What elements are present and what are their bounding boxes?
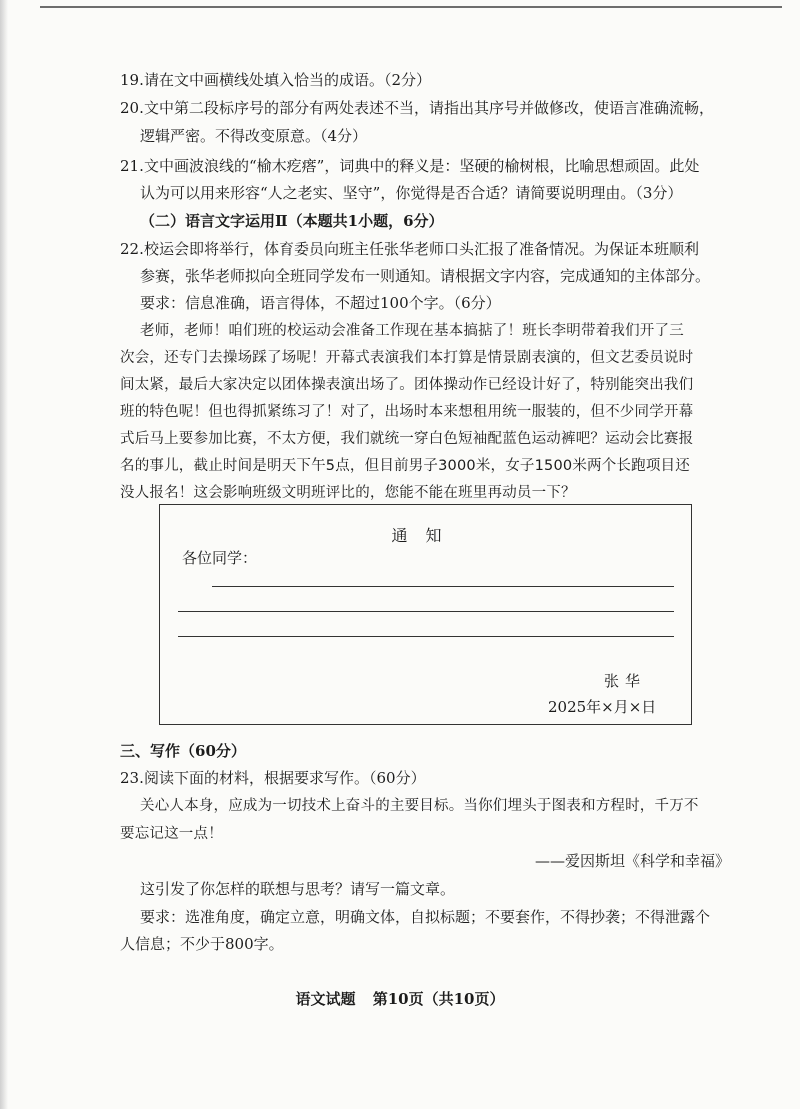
question-number: 22. [120, 240, 144, 258]
notice-title: 通知 [391, 526, 460, 545]
material-line: 间太紧，最后大家决定以团体操表演出场了。团体操动作已经设计好了，特别能突出我们 [120, 377, 694, 393]
footer-subject: 语文试题 [295, 990, 356, 1008]
page-footer [0, 988, 800, 1009]
section-3-heading: 三、写作（60分） [120, 742, 246, 760]
answer-line[interactable] [212, 586, 674, 587]
material-line: 名的事儿，截止时间是明天下午5点，但目前男子3000米，女子1500米两个长跑项目还 [120, 458, 690, 474]
writing-requirement-cont: 人信息；不少于800字。 [120, 935, 284, 953]
answer-line[interactable] [178, 611, 674, 612]
question-number: 20. [120, 99, 144, 117]
material-line: 老师，老师！咱们班的校运动会准备工作现在基本搞掂了！班长李明带着我们开了三 [140, 323, 684, 339]
material-line: 次会，还专门去操场踩了场呢！开幕式表演我们本打算是情景剧表演的，但文艺委员说时 [120, 350, 694, 366]
question-text: 请在文中画横线处填入恰当的成语。（2分） [144, 71, 432, 89]
writing-requirement: 要求：选准角度，确定立意，明确文体，自拟标题；不要套作，不得抄袭；不得泄露个 [140, 908, 711, 926]
material-line: 班的特色呢！但也得抓紧练习了！对了，出场时本来想租用统一服装的，但不少同学开幕 [120, 404, 694, 420]
notice-signer: 张华 [604, 672, 647, 690]
question-22-cont: 参赛，张华老师拟向全班同学发布一则通知。请根据文字内容，完成通知的主体部分。 [140, 267, 711, 285]
notice-answer-box [159, 504, 692, 725]
notice-date: 2025年×月×日 [548, 698, 657, 716]
footer-page: 第10页（共10页） [372, 990, 505, 1008]
question-21 [120, 156, 699, 176]
question-20-cont: 逻辑严密。不得改变原意。（4分） [140, 127, 368, 145]
section-2-heading: （二）语言文字运用Ⅱ（本题共1小题，6分） [140, 212, 444, 230]
question-text: 文中画波浪线的“榆木疙瘩”，词典中的释义是：坚硬的榆树根，比喻思想顽固。此处 [144, 157, 700, 175]
quote-line: 要忘记这一点！ [120, 826, 223, 842]
answer-line[interactable] [178, 636, 674, 637]
quote-source: ——爱因斯坦《科学和幸福》 [534, 852, 730, 870]
material-line: 式后马上要参加比赛，不太方便，我们就统一穿白色短袖配蓝色运动裤吧？运动会比赛报 [120, 431, 694, 447]
notice-greeting: 各位同学： [182, 549, 258, 567]
question-21-cont: 认为可以用来形容“人之老实、坚守”，你觉得是否合适？请简要说明理由。（3分） [140, 184, 683, 202]
question-20 [120, 98, 714, 118]
scan-shadow [0, 0, 8, 1109]
material-line: 没人报名！这会影响班级文明班评比的，您能不能在班里再动员一下？ [120, 485, 576, 501]
question-19 [120, 70, 431, 90]
quote-line: 关心人本身，应成为一切技术上奋斗的主要目标。当你们埋头于图表和方程时，千万不 [140, 798, 699, 814]
question-text: 校运会即将举行，体育委员向班主任张华老师口头汇报了准备情况。为保证本班顺利 [144, 240, 700, 258]
question-22 [120, 239, 699, 259]
question-23 [120, 768, 426, 788]
question-number: 21. [120, 157, 144, 175]
top-rule [40, 6, 782, 8]
question-text: 文中第二段标序号的部分有两处表述不当，请指出其序号并做修改，使语言准确流畅， [144, 99, 715, 117]
writing-prompt: 这引发了你怎样的联想与思考？请写一篇文章。 [140, 880, 456, 898]
question-number: 19. [120, 71, 144, 89]
question-number: 23. [120, 769, 144, 787]
question-22-requirement: 要求：信息准确，语言得体，不超过100个字。（6分） [140, 294, 501, 312]
question-text: 阅读下面的材料，根据要求写作。（60分） [144, 769, 426, 787]
